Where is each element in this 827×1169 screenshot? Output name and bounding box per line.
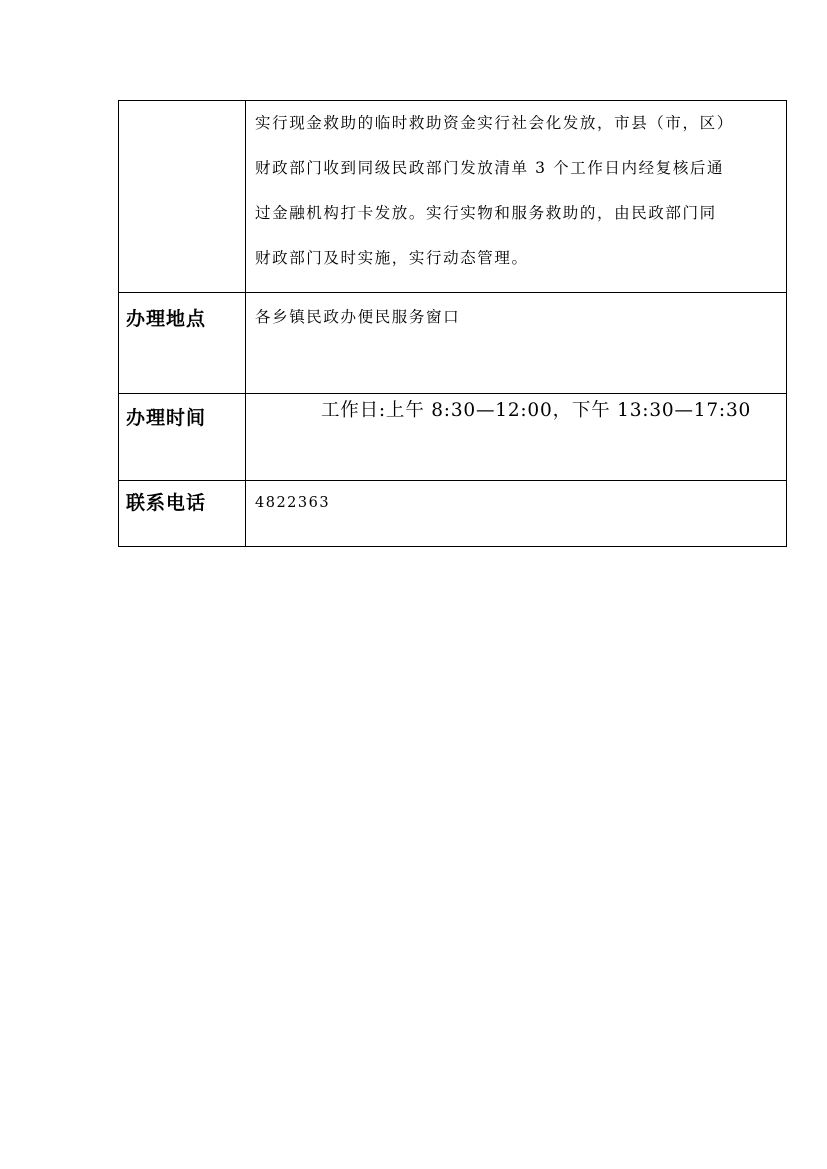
hours-value: 工作日:上午 8:30—12:00，下午 13:30—17:30: [321, 400, 752, 421]
location-label: 办理地点: [126, 308, 207, 330]
phone-label-cell: [119, 481, 246, 547]
service-info-table: [118, 100, 787, 547]
location-value: 各乡镇民政办便民服务窗口: [255, 308, 461, 326]
procedure-line: 实行现金救助的临时救助资金实行社会化发放，市县（市，区）: [255, 114, 734, 132]
phone-label: 联系电话: [126, 492, 207, 514]
procedure-row: [119, 101, 787, 293]
procedure-label-cell: [119, 101, 246, 293]
hours-label: 办理时间: [126, 407, 207, 429]
location-row: [119, 293, 787, 394]
phone-value-cell: [246, 481, 787, 547]
location-label-cell: [119, 293, 246, 394]
procedure-line: 财政部门及时实施，实行动态管理。: [255, 249, 529, 267]
hours-label-cell: [119, 394, 246, 481]
procedure-text: [246, 101, 786, 292]
procedure-line: 过金融机构打卡发放。实行实物和服务救助的，由民政部门同: [255, 204, 717, 222]
hours-row: [119, 394, 787, 481]
procedure-line: 财政部门收到同级民政部门发放清单 3 个工作日内经复核后通: [255, 159, 725, 177]
procedure-value-cell: [246, 101, 787, 293]
location-value-cell: [246, 293, 787, 394]
phone-value: 4822363: [255, 495, 331, 511]
phone-row: [119, 481, 787, 547]
hours-value-cell: [246, 394, 787, 481]
